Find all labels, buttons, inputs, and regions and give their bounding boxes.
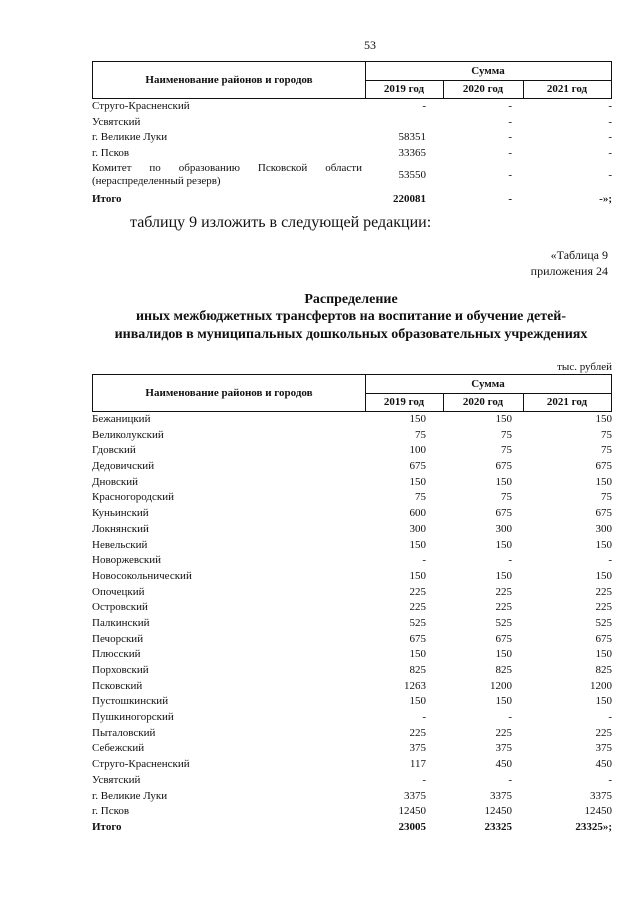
row-name: Палкинский: [92, 616, 150, 629]
value-2019: 150: [409, 413, 426, 425]
value-2021: 675: [595, 507, 612, 520]
value-2020: 150: [495, 569, 512, 582]
row-name: [92, 162, 362, 188]
prev-table-header: [92, 61, 612, 99]
row-name: Опочецкий: [92, 585, 145, 598]
value-2021: 225: [595, 601, 612, 614]
value-2019: 33365: [398, 147, 426, 160]
value-2019: 53550: [398, 168, 426, 181]
value-2019: 150: [409, 538, 426, 551]
table-row: [92, 757, 612, 773]
value-2019: 150: [409, 648, 426, 661]
row-name: Бежаницкий: [92, 413, 151, 425]
committee-word: по: [149, 161, 161, 174]
value-2020: -: [508, 131, 512, 144]
title-line3: инвалидов в муниципальных дошкольных образовательных учреждениях: [114, 327, 588, 342]
row-name: Себежский: [92, 742, 145, 755]
value-2021: 675: [595, 460, 612, 473]
value-2020: 3375: [490, 789, 512, 802]
row-name: Куньинский: [92, 507, 149, 520]
table-row: [92, 773, 612, 789]
value-2021: 300: [595, 522, 612, 535]
value-2019: 75: [415, 491, 426, 504]
table-row: [92, 443, 612, 459]
row-name: Псковский: [92, 679, 143, 692]
row-name: Пушкиногорский: [92, 711, 174, 724]
value-2019: 3375: [404, 789, 426, 802]
table-row: [92, 726, 612, 742]
value-2021: 150: [595, 569, 612, 582]
value-2021: 3375: [590, 789, 612, 802]
value-2021: -: [608, 168, 612, 181]
table-row: [92, 459, 612, 475]
table-row: [92, 412, 612, 428]
value-2021: 450: [595, 758, 612, 771]
table-row: [92, 804, 612, 820]
value-2020: 375: [495, 742, 512, 755]
value-2020: 225: [495, 726, 512, 739]
value-2020: 150: [495, 538, 512, 551]
value-2019: -: [422, 554, 426, 567]
value-2021: 375: [595, 742, 612, 755]
value-2019: -: [422, 711, 426, 724]
committee-word: Комитет: [92, 161, 132, 174]
value-2021: -: [608, 147, 612, 160]
table-row: [92, 663, 612, 679]
value-2019: 150: [409, 569, 426, 582]
table-ref-line1: «Таблица 9: [550, 248, 608, 262]
committee-word: образованию: [178, 161, 240, 174]
value-2019: 100: [409, 444, 426, 457]
value-2019: 225: [409, 585, 426, 598]
row-name: Усвятский: [92, 115, 141, 128]
row-name: г. Великие Луки: [92, 789, 168, 802]
column-2019-header: 2019 год: [365, 80, 444, 98]
value-2021: -: [608, 131, 612, 144]
table-row-total: [92, 820, 612, 836]
committee-word: области: [325, 161, 362, 174]
table-row: [92, 130, 612, 146]
prev-table: [92, 61, 612, 207]
table-row: [92, 115, 612, 131]
value-2021: 1200: [590, 679, 612, 692]
value-2020: 225: [495, 601, 512, 614]
table-row: [92, 741, 612, 757]
row-name: Великолукский: [92, 428, 164, 441]
table-row: [92, 632, 612, 648]
column-2020-header: 2020 год: [443, 393, 524, 411]
value-2019: -: [422, 773, 426, 786]
table-row: [92, 647, 612, 663]
value-2019: 58351: [398, 131, 426, 144]
committee-word: Псковской: [257, 161, 308, 174]
row-name: Плюсский: [92, 648, 141, 661]
row-name: Итого: [92, 820, 122, 833]
value-2019: 117: [409, 758, 426, 771]
table-row: [92, 616, 612, 632]
row-name: Новосокольнический: [92, 569, 192, 582]
value-2020: -: [508, 554, 512, 567]
row-name: Порховский: [92, 664, 149, 676]
value-2020: 150: [495, 413, 512, 425]
value-2020: 450: [495, 758, 512, 771]
value-2021: 75: [601, 428, 612, 441]
table-row: [92, 490, 612, 506]
value-2019: 675: [409, 632, 426, 645]
table-9-header: [92, 374, 612, 412]
value-2019: 225: [409, 726, 426, 739]
row-name: г. Псков: [92, 805, 130, 818]
value-2020: 75: [501, 491, 512, 504]
unit-label: тыс. рублей: [557, 361, 612, 373]
value-2020: 675: [495, 507, 512, 520]
row-name: Струго-Красненский: [92, 100, 190, 112]
row-name: Печорский: [92, 632, 144, 645]
value-2020: 23325: [484, 820, 512, 833]
table-9-body: [92, 412, 612, 820]
column-sum-header: Сумма: [365, 375, 611, 394]
table-row: [92, 600, 612, 616]
table-row: [92, 789, 612, 805]
value-2019: 375: [409, 742, 426, 755]
value-2020: 1200: [490, 679, 512, 692]
value-2019: -: [422, 100, 426, 112]
value-2020: 825: [495, 664, 512, 676]
row-name: г. Псков: [92, 147, 130, 160]
instruction-text: таблицу 9 изложить в следующей редакции:: [130, 214, 432, 231]
row-name: Красногородский: [92, 491, 175, 504]
title-line1: Распределение: [304, 292, 398, 307]
row-name: Дновский: [92, 475, 139, 488]
value-2020: 150: [495, 475, 512, 488]
table-row: [92, 428, 612, 444]
value-2021: 225: [595, 726, 612, 739]
value-2021: 75: [601, 444, 612, 457]
value-2020: -: [508, 100, 512, 112]
column-sum-header: Сумма: [365, 62, 611, 81]
value-2020: 150: [495, 648, 512, 661]
prev-table-body: [92, 99, 612, 162]
value-2020: -: [508, 711, 512, 724]
table-row: [92, 694, 612, 710]
value-2021: -: [608, 773, 612, 786]
value-2021: 150: [595, 695, 612, 708]
value-2020: 225: [495, 585, 512, 598]
row-name: Дедовичский: [92, 460, 155, 473]
row-name: Итого: [92, 192, 122, 205]
value-2021: -: [608, 100, 612, 112]
table-row: [92, 146, 612, 162]
table-row: [92, 506, 612, 522]
table-row: [92, 569, 612, 585]
value-2019: 825: [409, 664, 426, 676]
column-2020-header: 2020 год: [443, 80, 524, 98]
value-2021: 675: [595, 632, 612, 645]
row-name: г. Великие Луки: [92, 131, 168, 144]
column-2021-header: 2021 год: [546, 83, 588, 95]
value-2019: 225: [409, 601, 426, 614]
value-2020: -: [508, 115, 512, 128]
value-2019: 12450: [398, 805, 426, 818]
value-2019: 300: [409, 522, 426, 535]
value-2020: -: [508, 147, 512, 160]
value-2019: 23005: [398, 820, 426, 833]
table-row: [92, 553, 612, 569]
table-row: [92, 679, 612, 695]
table-row: [92, 522, 612, 538]
column-name-header: Наименование районов и городов: [93, 375, 366, 411]
row-name: Пустошкинский: [92, 695, 169, 708]
table-row: [92, 710, 612, 726]
value-2021: -: [608, 554, 612, 567]
value-2019: 150: [409, 475, 426, 488]
row-name: Пыталовский: [92, 726, 156, 739]
column-2021-header: 2021 год: [546, 396, 588, 408]
column-2019-header: 2019 год: [365, 393, 444, 411]
table-row: [92, 475, 612, 491]
row-name: Новоржевский: [92, 554, 162, 567]
table-row-total: [92, 192, 612, 208]
row-name: Усвятский: [92, 773, 141, 786]
value-2021: 150: [595, 475, 612, 488]
value-2019: 675: [409, 460, 426, 473]
table-row: [92, 538, 612, 554]
value-2020: 675: [495, 460, 512, 473]
row-name: Гдовский: [92, 444, 136, 457]
value-2019: 75: [415, 428, 426, 441]
committee-line2: (нераспределенный резерв): [92, 174, 221, 187]
value-2019: 600: [409, 507, 426, 520]
value-2021: -: [608, 711, 612, 724]
value-2019: 1263: [404, 679, 426, 692]
value-2019: 525: [409, 616, 426, 629]
value-2021: 150: [595, 413, 612, 425]
value-2019: 150: [409, 695, 426, 708]
value-2021: -: [608, 115, 612, 128]
table-9: [92, 374, 612, 836]
value-2021: 525: [595, 616, 612, 629]
value-2020: -: [508, 773, 512, 786]
value-2020: 75: [501, 444, 512, 457]
committee-line1: [92, 162, 362, 175]
row-name: Струго-Красненский: [92, 758, 190, 771]
value-2021: 12450: [584, 805, 612, 818]
row-name: Невельский: [92, 538, 148, 551]
value-2020: 75: [501, 428, 512, 441]
row-name: Локнянский: [92, 522, 149, 535]
value-2019: 220081: [393, 192, 426, 205]
value-2021: 825: [595, 664, 612, 676]
value-2020: 300: [495, 522, 512, 535]
value-2021: -»;: [599, 192, 612, 205]
value-2020: 150: [495, 695, 512, 708]
value-2021: 23325»;: [575, 820, 612, 833]
title-line2: иных межбюджетных трансфертов на воспитание и обучение детей-: [135, 309, 567, 324]
value-2021: 150: [595, 538, 612, 551]
table-row: [92, 99, 612, 115]
row-name: Островский: [92, 601, 148, 614]
value-2020: 675: [495, 632, 512, 645]
value-2020: -: [508, 192, 512, 205]
table-row-committee: [92, 162, 612, 192]
table-ref-line2: приложения 24: [530, 264, 608, 278]
column-name-header: Наименование районов и городов: [93, 62, 366, 98]
value-2021: 150: [595, 648, 612, 661]
value-2021: 75: [601, 491, 612, 504]
value-2020: 525: [495, 616, 512, 629]
table-row: [92, 585, 612, 601]
value-2020: -: [508, 168, 512, 181]
value-2021: 225: [595, 585, 612, 598]
value-2020: 12450: [484, 805, 512, 818]
page-number: 53: [364, 38, 376, 52]
